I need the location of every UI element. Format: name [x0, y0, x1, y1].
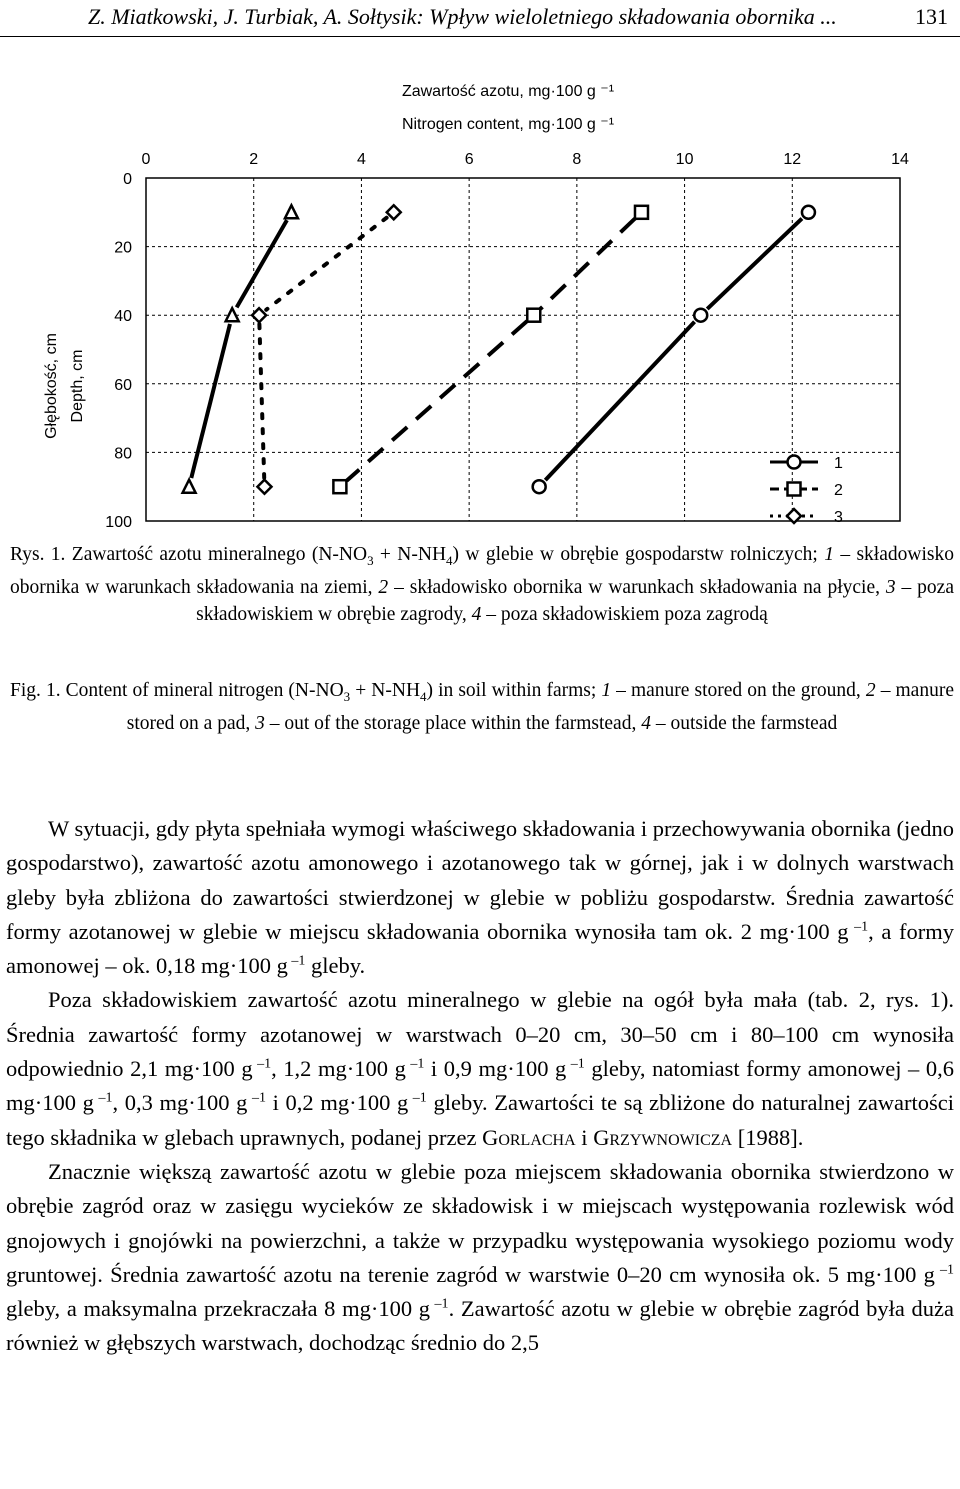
series-4-point — [226, 308, 239, 321]
y-tick-label: 40 — [114, 308, 132, 326]
series-4-point — [183, 480, 196, 493]
y-tick-label: 100 — [105, 514, 132, 531]
top-axis-label-en: Nitrogen content, mg·100 g ⁻¹ — [401, 116, 615, 133]
legend-marker-2 — [788, 483, 801, 496]
author-gorlacha: Gorlacha — [482, 1124, 576, 1150]
body-text — [6, 812, 954, 1361]
series-1-point — [533, 480, 546, 493]
series-3-point — [387, 205, 401, 219]
x-tick-label: 4 — [356, 151, 366, 168]
y-axis-label-en: Depth, cm — [69, 349, 86, 423]
x-tick-label: 12 — [783, 151, 802, 168]
nitrogen-depth-chart — [0, 70, 960, 532]
y-tick-label: 80 — [114, 445, 132, 463]
paragraph-3: Znacznie większą zawartość azotu w glebie poza miejscem składowania obornika stwierdzono w obrębie zagród oraz w zasięgu wycieków ze składowisk i w miejscach występowania rozlewisk wód gnojowych i gnojówki na powierzchni, a także w przypadku występowania wysokiego poziomu wody gruntowej. Średnia zawartość azotu na terenie zagród w warstwie 0–20 cm wynosiła ok. 5 mg·100 g $^{-1}$ gleby, a maksymalna przekraczała 8 mg·100 g $^{-1}$. Zawartość azotu w glebie w obrębie zagród była duża również w głębszych warstwach, dochodząc średnio do 2,5 — [6, 1158, 955, 1356]
figure-caption-pl: Rys. 1. Zawartość azotu mineralnego $(N-NO_3 + N-NH_4)$ w glebie w obrębie gospodarstw rolniczych; 1 – składowisko obornika w warunkach składowania na ziemi, 2 – składowisko obornika w warunkach składowania na płycie, 3 – poza składowiskiem w obrębie zagrody, 4 – poza składowiskiem poza zagrodą — [10, 544, 954, 625]
x-tick-label: 2 — [249, 151, 259, 168]
plot-frame — [146, 178, 900, 521]
figure-caption-en: Fig. 1. Content of mineral nitrogen $(N-NO_3 + N-NH_4)$ in soil within farms; 1 – manure stored on the ground, 2 – manure stored on a pad, 3 – out of the storage place within the farmstead, 4 – outside the farmstead — [10, 680, 954, 734]
paragraph-2: Poza składowiskiem zawartość azotu mineralnego w glebie na ogół była mała (tab. 2, rys. 1). Średnia zawartość formy azotanowej w warstwach 0–20 cm, 30–50 cm i 80–100 cm wynosiła odpowiednio 2,1 mg·100 g $^{-1}$, 1,2 mg·100 g $^{-1}$ i 0,9 mg·100 g $^{-1}$ gleby, natomiast formy amonowej – 0,6 mg·100 g $^{-1}$, 0,3 mg·100 g $^{-1}$ i 0,2 mg·100 g $^{-1}$ gleby. Zawartości te są zbliżone do naturalnej zawartości tego składnika w glebach uprawnych, podanej przez Gorlacha i Grzywnowicza [1988]. — [6, 987, 955, 1150]
series-3-segment — [259, 324, 264, 478]
series-4-segment — [237, 220, 287, 307]
series-3-point — [257, 480, 271, 494]
series-2-point — [635, 206, 648, 219]
legend-marker-1 — [788, 456, 801, 469]
page-number: 131 — [915, 4, 948, 29]
series-2-segment — [347, 321, 527, 481]
series-1-point — [694, 309, 707, 322]
x-tick-label: 14 — [891, 151, 909, 168]
x-tick-label: 10 — [675, 151, 694, 168]
series-4-point — [285, 205, 298, 218]
series-1-segment — [707, 219, 802, 309]
y-tick-label: 20 — [114, 239, 132, 257]
legend-label-1: 1 — [834, 455, 843, 472]
legend-label-2: 2 — [834, 482, 843, 499]
y-axis-label-pl: Głębokość, cm — [43, 333, 60, 439]
grid-lines — [146, 178, 900, 521]
series-1-point — [802, 206, 815, 219]
legend-label-3: 3 — [834, 509, 843, 526]
series-2-segment — [540, 219, 635, 309]
series-1-segment — [545, 322, 694, 480]
y-tick-label: 0 — [123, 171, 132, 188]
running-head — [0, 0, 960, 37]
paragraph-1: W sytuacji, gdy płyta spełniała wymogi właściwego składowania i przechowywania obornika (jedno gospodarstwo), zawartość azotu amonowego i azotanowego tak w górnej, jak i w dolnych warstwach gleby była zbliżona do zawartości stwierdzonej w glebie w pobliżu gospodarstw. Średnia zawartość formy azotanowej w glebie w miejscu składowania obornika wynosiła tam ok. 2 mg·100 g $^{-1}$, a formy amonowej – ok. 0,18 mg·100 g $^{-1}$ gleby. — [6, 816, 954, 979]
series-2-point — [527, 309, 540, 322]
author-grzywnowicza: Grzywnowicza — [593, 1124, 733, 1150]
series-3-segment — [266, 218, 386, 310]
data-series — [183, 205, 815, 493]
series-2-point — [333, 480, 346, 493]
top-axis-label-pl: Zawartość azotu, mg·100 g ⁻¹ — [401, 83, 615, 100]
running-head-title: Z. Miatkowski, J. Turbiak, A. Sołtysik: Wpływ wieloletniego składowania obornika ... — [88, 4, 837, 29]
y-tick-label: 60 — [114, 376, 132, 394]
x-tick-label: 0 — [141, 151, 151, 168]
x-tick-label: 8 — [572, 151, 582, 168]
series-4-segment — [191, 324, 230, 478]
x-tick-label: 6 — [464, 151, 474, 168]
